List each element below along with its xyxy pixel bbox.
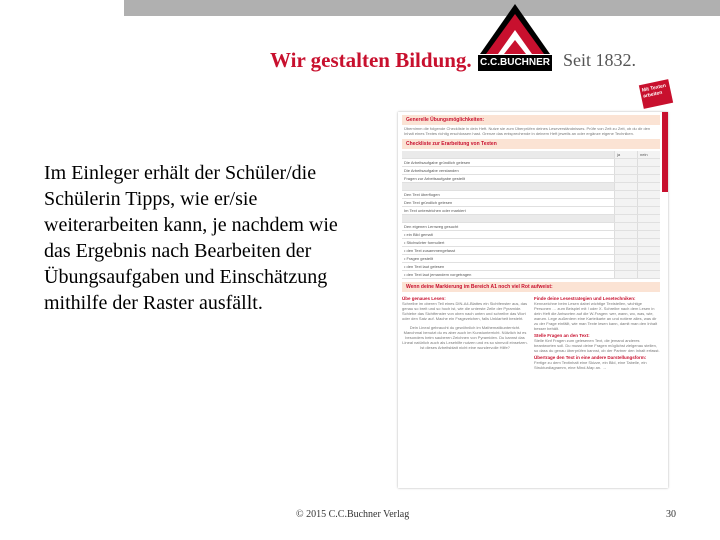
table-row <box>402 199 660 207</box>
logo-text: C.C.BUCHNER <box>478 55 552 71</box>
tips-columns <box>402 294 660 370</box>
document-preview <box>398 112 668 488</box>
row-label: Fragen zur Arbeitsaufgabe gestellt <box>402 175 615 183</box>
table-row <box>402 263 660 271</box>
section3-title: Wenn deine Markierung im Bereich A1 noch viel Rot aufweist: <box>402 282 660 292</box>
table-row <box>402 159 660 167</box>
row-label: • Stichwörter formuliert <box>402 239 615 247</box>
row-label: • ein Bild gemalt <box>402 231 615 239</box>
top-bar <box>124 0 720 16</box>
table-row <box>402 207 660 215</box>
col-no: nein <box>638 151 661 159</box>
table-row <box>402 255 660 263</box>
document-tab <box>662 112 668 192</box>
right-title-2: Stelle Fragen an den Text: <box>534 333 590 338</box>
left-text: Schreibe im oberen Teil eines DIN-A4-Blattes ein Sichtfenster aus, das genau so breit und so hoch ist, wie die unterste Zeile der Pyramide. Schiebe das Sichtfenster von oben nach unten und schreibe das Wort oder den Satz auf. Mache ein Fragezeichen, falls Unklarheit besteht. <box>402 301 528 321</box>
tips-right <box>534 294 660 370</box>
row-label: • den Text laut jemandem vorgetragen <box>402 271 615 279</box>
table-row <box>402 247 660 255</box>
tips-left <box>402 294 528 370</box>
row-label: Den Text gründlich gelesen <box>402 199 615 207</box>
table-header-row <box>402 151 660 159</box>
right-text-3: Fertige zu dem Textinhalt eine Skizze, ein Bild, eine Tabelle, ein Strukturdiagramm, eine Mind-Map an. → <box>534 360 647 370</box>
right-title-3: Übertrage den Text in eine andere Darstellungsform: <box>534 355 647 360</box>
right-text-2: Stelle fünf Fragen zum gelesenen Text, die jemand anderes beantworten soll. Du musst deine Fragen möglichst zielgenau stellen, so dass du genau überprüfen kannst, ob der Partner den Inhalt erfasst. <box>534 338 660 353</box>
row-label: Die Arbeitsaufgabe verstanden <box>402 167 615 175</box>
left-title: Übe genaues Lesen: <box>402 296 446 301</box>
section1-title: Generelle Übungsmöglichkeiten: <box>402 115 660 125</box>
table-header-blank <box>402 151 615 159</box>
table-row <box>402 183 660 191</box>
row-label: Den Text überflogen <box>402 191 615 199</box>
page-number: 30 <box>666 509 676 520</box>
table-row <box>402 223 660 231</box>
table-row <box>402 231 660 239</box>
table-row <box>402 215 660 223</box>
row-label: Den eigenen Lernweg gesucht <box>402 223 615 231</box>
table-row <box>402 175 660 183</box>
right-text-1: Kennzeichne beim Lesen dabei wichtige Textstellen, wichtige Personen … zum Beispiel mit ! oder X. Schreibe nach dem Lesen in dein Heft die Antworten auf die W-Fragen: wer, wann, wo, was, wie, warum. Lege außerdem eine Karteikarte an und notiere alles, was dir zu der Frage einfällt, wie man Texte lesen kann, damit man den Inhalt besser behält. <box>534 301 658 331</box>
section1-text: Übernimm die folgende Checkliste in dein Heft. Nutze sie zum Überprüfen deines Leseverständnisses. Prüfe von Zeit zu Zeit, ob du dir den Inhalt eines Textes richtig erschlossen hast. Grenze das entsprechende in deinem Heft jeweils an oder ergänze eigene Techniken. <box>404 126 651 136</box>
topic-sticker: Mit Texten arbeiten <box>639 79 673 109</box>
row-label: Im Text unterstrichen oder markiert <box>402 207 615 215</box>
footer-copyright: © 2015 C.C.Buchner Verlag <box>296 509 410 520</box>
section2-title: Checkliste zur Erarbeitung von Texten <box>402 139 660 149</box>
table-row <box>402 239 660 247</box>
col-yes: ja <box>615 151 638 159</box>
row-label: • den Text laut gelesen <box>402 263 615 271</box>
row-label: • Fragen gestellt <box>402 255 615 263</box>
row-label: Die Arbeitsaufgabe gründlich gelesen <box>402 159 615 167</box>
table-row <box>402 191 660 199</box>
slogan: Wir gestalten Bildung. <box>270 48 472 72</box>
body-text: Im Einleger erhält der Schüler/die Schülerin Tipps, wie er/sie weiterarbeiten kann, je nachdem wie das Ergebnis nach Bearbeiten der Übungsaufgaben und Einschätzung mithilfe der Raster ausfällt. <box>44 162 338 314</box>
table-row <box>402 167 660 175</box>
table-row <box>402 271 660 279</box>
row-label <box>402 215 615 223</box>
row-label <box>402 183 615 191</box>
right-title-1: Finde deine Lesestrategien und Lesetechniken: <box>534 296 636 301</box>
since-label: Seit 1832. <box>563 50 637 70</box>
checklist-table <box>402 151 660 279</box>
pyramid-text: Dein Lineal gebraucht du gewöhnlich im Mathematikunterricht. Manchmal benutzt du es aber auch im Kunstunterricht. Nützlich ist es besonders beim sauberen Zeichnen von Pyramiden. Du kannst das Lineal natürlich auch als Lesehilfe nutzen und es so sinnvoll einsetzen. Ist dieses Arbeitsblatt nicht eine wundervolle Hilfe? <box>402 325 528 350</box>
row-label: • den Text zusammengefasst <box>402 247 615 255</box>
